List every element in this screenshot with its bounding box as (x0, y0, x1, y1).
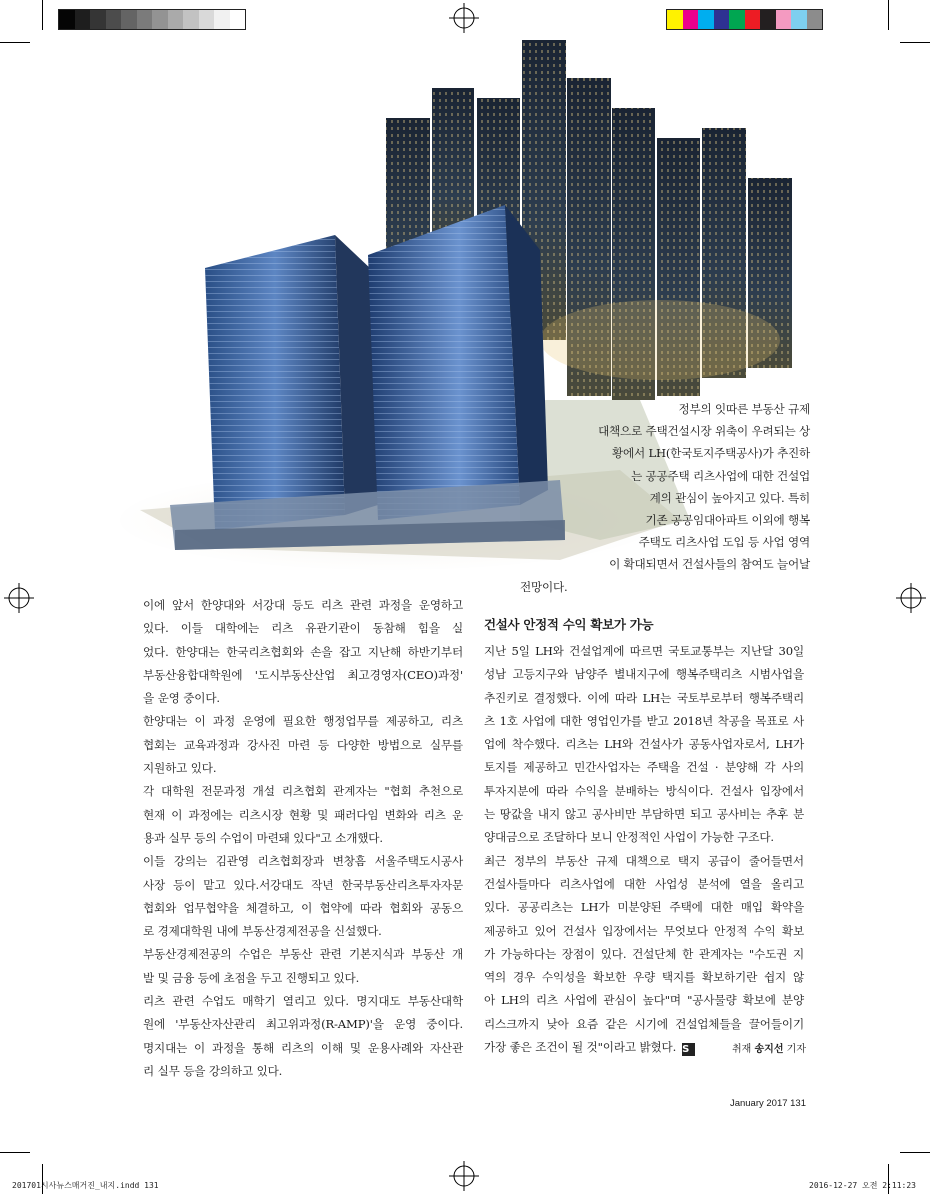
crop-mark (900, 1152, 930, 1153)
paragraph (143, 990, 463, 1083)
text-line: 가 가능하다는 장점이 있다. 건설단체 한 관계자는 "수도권 지 (484, 946, 804, 961)
intro-lead-text (520, 398, 810, 598)
text-line: 사장 등이 맡고 있다.서강대도 작년 한국부동산리츠투자자문 (143, 877, 463, 892)
text-line: 성남 고등지구와 남양주 별내지구에 행복주택리츠 시범사업을 (484, 667, 804, 682)
text-line: 최근 정부의 부동산 규제 대책으로 택지 공급이 줄어들면서 (484, 853, 804, 868)
text-line: 한양대는 이 과정 운영에 필요한 행정업무를 제공하고, 리츠 (143, 714, 463, 729)
page-folio: January 2017 131 (729, 1098, 806, 1109)
intro-line: 황에서 LH(한국토지주택공사)가 추진하 (611, 446, 810, 461)
text-line: 이에 앞서 한양대와 서강대 등도 리츠 관련 과정을 운영하고 (143, 598, 463, 612)
text-line: 추진키로 결정했다. 이에 따라 LH는 국토부로부터 행복주택리 (484, 690, 804, 705)
text-line: 을 운영 중이다. (143, 691, 220, 706)
intro-line: 계의 관심이 높아지고 있다. 특히 (649, 490, 810, 505)
text-line: 현재 이 과정에는 리츠시장 현황 및 패러다임 변화와 리츠 운 (143, 807, 463, 822)
text-line: 리 실무 등을 강의하고 있다. (143, 1063, 283, 1078)
text-line: 로 경제대학원 내에 부동산경제전공을 신설했다. (143, 924, 382, 939)
print-slug-timestamp: 2016-12-27 오전 2:11:23 (809, 1181, 916, 1190)
byline-reporter-name: 송지선 (754, 1044, 784, 1055)
text-line: 협회와 업무협약을 체결하고, 이 협약에 따라 협회와 공동으 (143, 900, 463, 915)
byline-suffix: 기자 (786, 1044, 806, 1055)
text-line: 명지대는 이 과정을 통해 리츠의 이해 및 운용사례와 자산관 (143, 1040, 463, 1055)
text-line: 부동산경제전공의 수업은 부동산 관련 기본지식과 부동산 개 (143, 947, 463, 962)
registration-mark-icon (449, 1161, 479, 1191)
text-line: 업에 착수했다. 리츠는 LH와 건설사가 공동사업자로서, LH가 (484, 737, 804, 752)
intro-line: 정부의 잇따른 부동산 규제 (678, 402, 810, 416)
text-line: 부동산융합대학원에 '도시부동산산업 최고경영자(CEO)과정' (143, 667, 463, 682)
left-column-body (143, 594, 463, 1083)
intro-line: 기존 공공임대아파트 이외에 행복 (645, 513, 810, 528)
text-line: 이들 강의는 김관영 리츠협회장과 변창흠 서울주택도시공사 (143, 854, 463, 869)
byline-prefix: 취재 (731, 1044, 752, 1055)
text-line: 각 대학원 전문과정 개설 리츠협회 관계자는 "협회 추천으로 (143, 784, 463, 799)
byline (732, 1040, 806, 1055)
paragraph (143, 780, 463, 850)
text-line: 었다. 한양대는 한국리츠협회와 손을 잡고 지난해 하반기부터 (143, 644, 463, 659)
text-line: 토지를 제공하고 민간사업자는 주택을 건설 · 분양해 각 사의 (484, 760, 804, 775)
paragraph (484, 850, 804, 1060)
text-line: 리스크까지 낮아 요즘 같은 시기에 건설업체들을 끌어들이기 (484, 1016, 804, 1031)
text-line: 있다. 이들 대학에는 리츠 유관기관이 동참해 힘을 실 (143, 621, 463, 636)
text-line: 역의 경우 수익성을 확보한 우량 택지를 확보하기란 쉽지 않 (484, 970, 804, 985)
paragraph (143, 710, 463, 780)
paragraph (484, 640, 804, 850)
text-line: 제공하고 있어 건설사 입장에서는 무엇보다 안정적 수익 확보 (484, 923, 804, 938)
text-line: 츠 1호 사업에 대한 영업인가를 받고 2018년 착공을 목표로 사 (484, 713, 804, 728)
text-line: 리츠 관련 수업도 매학기 열리고 있다. 명지대도 부동산대학 (143, 994, 463, 1009)
text-line: 발 및 금융 등에 초점을 두고 진행되고 있다. (143, 970, 360, 985)
text-line: 는 땅값을 내지 않고 공사비만 부담하면 되고 공사비는 추후 분 (484, 807, 804, 822)
text-line: 지난 5일 LH와 건설업계에 따르면 국토교통부는 지난달 30일 (484, 644, 804, 658)
intro-line: 이 확대되면서 건설사들의 참여도 늘어날 (609, 557, 810, 572)
paragraph (143, 943, 463, 990)
text-line: 협회는 교육과정과 강사진 마련 등 다양한 방법으로 실무를 (143, 737, 463, 752)
text-line: 원에 '부동산자산관리 최고위과정(R-AMP)'을 운영 중이다. (143, 1017, 463, 1032)
intro-line: 주택도 리츠사업 도입 등 사업 영역 (638, 535, 810, 550)
end-mark-icon: S (682, 1043, 695, 1056)
section-subheading: 건설사 안정적 수익 확보가 가능 (484, 617, 654, 632)
text-line: 투자지분에 따라 수익을 분배하는 방식이다. 건설사 입장에서 (484, 783, 804, 798)
text-line: 용과 실무 등의 수업이 마련돼 있다"고 소개했다. (143, 830, 383, 845)
text-line: 아 LH의 리츠 사업에 관심이 높다"며 "공사물량 확보에 분양 (484, 993, 804, 1008)
crop-mark (0, 1152, 30, 1153)
intro-line: 는 공공주택 리츠사업에 대한 건설업 (631, 468, 810, 483)
print-slug-filename: 201701시사뉴스매거진_내지.indd 131 (12, 1181, 159, 1190)
intro-line: 전망이다. (520, 579, 568, 594)
text-line: 지원하고 있다. (143, 761, 217, 776)
text-line: 있다. 공공리츠는 LH가 미분양된 주택에 대한 매입 확약을 (484, 900, 804, 915)
intro-line: 대책으로 주택건설시장 위축이 우려되는 상 (598, 424, 810, 439)
right-column-paragraphs (484, 640, 804, 1059)
paragraph (143, 594, 463, 710)
text-line: 양대금으로 조달하다 보니 안정적인 사업이 가능한 구조다. (484, 830, 774, 845)
text-line: 가장 좋은 조건이 될 것"이라고 밝혔다. S (484, 1036, 804, 1059)
paragraph (143, 850, 463, 943)
right-column-body (484, 614, 804, 1059)
text-line: 건설사들마다 리츠사업에 대한 사업성 분석에 열을 올리고 (484, 876, 804, 891)
